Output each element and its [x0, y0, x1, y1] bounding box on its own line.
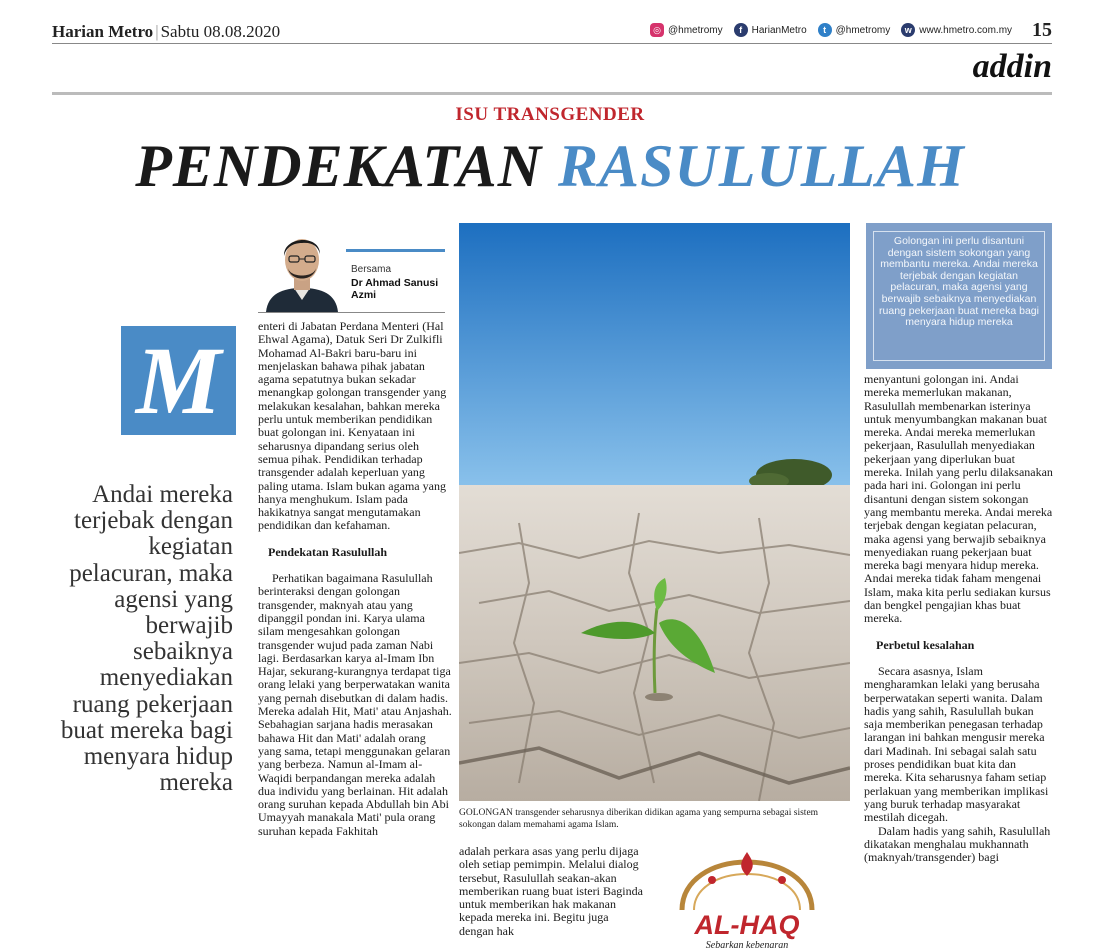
col1-body: Perhatikan bagaimana Rasulullah berinteraksi dengan golongan transgender, maknyah atau yang dipanggil pondan ini. Karya ulama silam mengesahkan golongan transgender wujud pada zaman Nabi lagi. Berdasarkan karya al-Imam Ibn Hajar, sekurang-kurangnya terdapat tiga orang lelaki yang berperwatakan wanita yang pernah disebutkan di dalam hadis. Mereka adalah Hit, Mati' atau Anjashah. Sebahagian sarjana hadis merasakan bahawa Hit dan Mati' adalah orang yang sama, tetapi menggunakan gelaran yang berbeza. Namun al-Imam al-Waqidi berpandangan mereka adalah dua individu yang berlainan. Hit adalah orang suruhan kepada Abdullah bin Abi Umayyah manakala Mati' pula orang suruhan kepada Fakhitah: [258, 571, 452, 838]
headline-part2: RASULULLAH: [558, 133, 965, 199]
instagram-icon: ◎: [650, 23, 664, 37]
col2-body: adalah perkara asas yang perlu dijaga oleh setiap pemimpin. Melalui dialog tersebut, Rasulullah seakan-akan memberikan ruang buat isteri Baginda untuk memberikan hak makanan kepada mereka ini. Begitu juga dengan hak: [459, 844, 643, 938]
col1-subhead: Pendekatan Rasulullah: [268, 544, 388, 559]
facebook-icon: f: [734, 23, 748, 37]
social-instagram-label: @hmetromy: [668, 24, 723, 36]
column-3: [864, 373, 1054, 864]
social-twitter[interactable]: [818, 23, 891, 37]
paper-name: Harian Metro: [52, 22, 154, 41]
social-facebook[interactable]: [734, 23, 807, 37]
author-name: Dr Ahmad Sanusi Azmi: [351, 277, 439, 301]
issue-date: Sabtu 08.08.2020: [160, 22, 281, 41]
article-photo: [459, 223, 850, 801]
col3-lead: menyantuni golongan ini. Andai mereka memerlukan makanan, Rasulullah membenarkan isterinya untuk menyumbangkan makanan buat mereka. Andai mereka memerlukan pekerjaan, Rasulullah menyediakan pekerjaan yang diperlukan buat mereka. Inilah yang perlu dilaksanakan pada hari ini. Golongan ini perlu disantuni dengan sistem sokongan yang membantu mereka. Andai mereka terjebak dengan kegiatan pelacuran, maka agensi yang berwajib sebaiknya menyediakan ruang pekerjaan buat mereka bagi menyara hidup mereka. Andai mereka tidak faham mengenai Islam, maka kita perlu sediakan kursus dan bengkel pengajian khas buat mereka.: [864, 372, 1053, 626]
masthead-rule: [52, 43, 1052, 44]
author-photo: [258, 224, 346, 312]
section-rule: [52, 92, 1052, 95]
headline-part1: PENDEKATAN: [135, 133, 543, 199]
headline: [0, 132, 1100, 201]
pull-quote: Andai mereka terjebak dengan kegiatan pelacuran, maka agensi yang berwajib sebaiknya menyediakan ruang pekerjaan buat mereka bagi menyara hidup mereka: [60, 481, 233, 797]
logo-wordmark: AL-HAQ: [694, 910, 800, 940]
author-with-label: Bersama: [351, 264, 392, 275]
globe-icon: w: [901, 23, 915, 37]
social-website[interactable]: [901, 23, 1012, 37]
column-2: [459, 845, 644, 938]
kicker: ISU TRANSGENDER: [455, 104, 645, 125]
twitter-icon: t: [818, 23, 832, 37]
photo-caption: GOLONGAN transgender seharusnya diberikan didikan agama yang sempurna sebagai sistem sokongan dalam memahami agama Islam.: [459, 808, 819, 830]
col1-lead: enteri di Jabatan Perdana Menteri (Hal Ehwal Agama), Datuk Seri Dr Zulkifli Mohamad Al-Bakri baru-baru ini menjelaskan bahawa pihak jabatan agama sepatutnya bukan sekadar menangkap golongan transgender yang melakukan kesalahan, bahkan mereka perlu untuk memberikan pendidikan buat golongan ini. Kenyataan ini seharusnya dipandang serius oleh semua pihak. Pendidikan terhadap transgender adalah keperluan yang paling utama. Islam bukan agama yang hanya menghukum. Islam pada hakikatnya sangat mengutamakan pendidikan dan kefahaman.: [258, 319, 447, 533]
dropcap: M: [121, 326, 236, 435]
col3-subhead: Perbetul kesalahan: [876, 637, 975, 652]
masthead-separator: |: [155, 22, 159, 41]
page-number: 15: [1032, 19, 1052, 41]
author-base-rule: [258, 312, 445, 313]
highlight-box-text: Golongan ini perlu disantuni dengan sistem sokongan yang membantu mereka. Andai mereka terjebak dengan kegiatan pelacuran, maka agensi yang berwajib sebaiknya menyediakan ruang pekerjaan buat mereka bagi menyara hidup mereka: [873, 231, 1045, 361]
social-facebook-label: HarianMetro: [751, 24, 807, 36]
social-website-label: www.hmetro.com.my: [919, 24, 1013, 36]
column-1: [258, 320, 452, 838]
highlight-box: [866, 223, 1052, 369]
col3-paragraph-2: Dalam hadis yang sahih, Rasulullah dikatakan menghalau mukhannath (maknyah/transgender) bagi: [864, 823, 1051, 865]
section-name: addin: [972, 48, 1052, 85]
logo-tagline: Sebarkan kebenaran: [705, 940, 789, 949]
masthead-paper-date: [52, 22, 280, 42]
col3-paragraph-1: Secara asasnya, Islam mengharamkan lelaki yang berusaha berperwatakan seperti wanita. Dalam hadis yang sahih, Rasulullah bukan saja memberikan penegasan terhadap larangan ini bahkan mengusir mereka dari Madinah. Ini sebagai salah satu proses pendidikan buat kita dan mereka. Kita seharusnya faham setiap perlakuan yang memberikan implikasi yang buruk terhadap masyarakat mestilah dicegah.: [864, 663, 1049, 825]
social-twitter-label: @hmetromy: [835, 24, 891, 36]
social-instagram[interactable]: [650, 23, 723, 37]
social-links: [650, 23, 1018, 37]
al-haq-logo: [672, 850, 822, 949]
